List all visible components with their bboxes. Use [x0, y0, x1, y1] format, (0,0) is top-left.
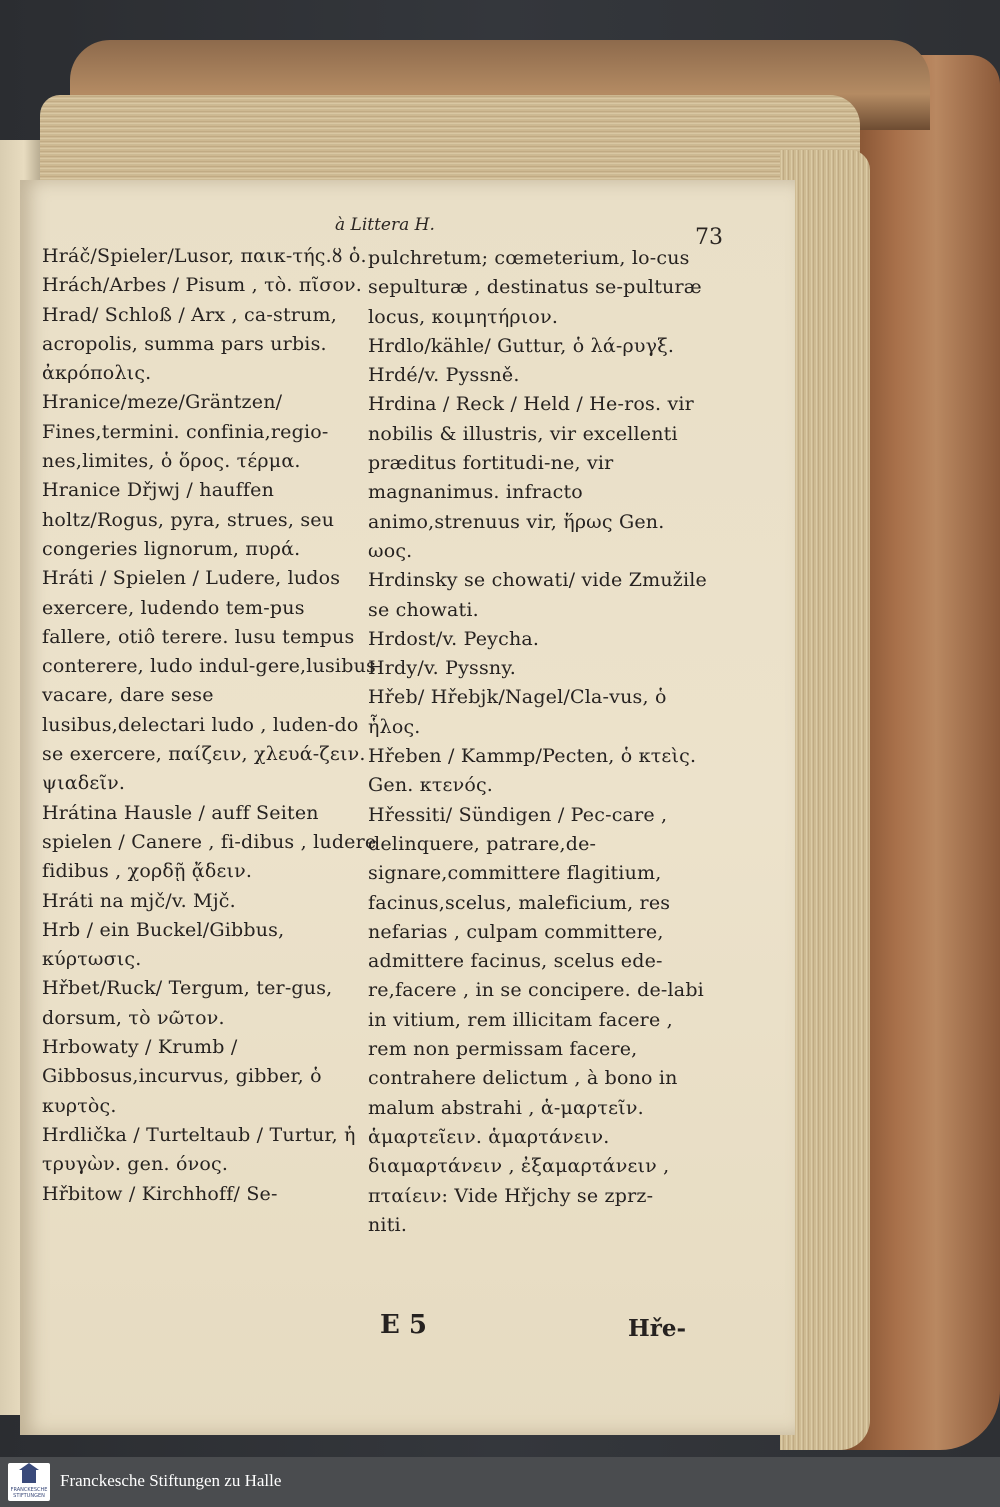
dictionary-entry: pulchretum; cœmeterium, lo-cus sepulturæ , destinatus se-pulturæ locus, κοιμητήριον. — [368, 247, 702, 328]
dictionary-entry: Hřessiti/ Sündigen / Pec-care , delinquere, patrare,de-signare,committere flagitium, facinus,scelus, maleficium, res nefarias , culpam committere, admittere facinus, scelus ede-re,facere , in se concipere. de-labi in vitium, rem illicitam facere , rem non permissam facere, contrahere delictum , à bono in malum abstrahi , ἁ-μαρτεῖν. ἁμαρτεῖειν. ἁμαρτάνειν. διαμαρτάνειν , ἐξαμαρτάνειν , πταίειν: Vide Hřjchy se zprz- — [368, 803, 704, 1207]
signature-mark: E 5 — [380, 1310, 427, 1340]
dictionary-entry: Hrdina / Reck / Held / He-ros. vir nobilis & illustris, vir excellenti præditus fortitudi-ne, vir magnanimus. infracto animo,strenuus vir, ἥρως Gen. ωος. — [368, 393, 694, 562]
dictionary-entry: Hrdlička / Turteltaub / Turtur, ἡ τρυγὼν. gen. όνος. — [42, 1123, 356, 1176]
dictionary-entry: Hřbitow / Kirchhoff/ Se- — [42, 1182, 278, 1205]
dictionary-entry: niti. — [368, 1213, 408, 1236]
dictionary-entry: Hranice Dřjwj / hauffen holtz/Rogus, pyra, strues, seu congeries lignorum, πυρά. — [42, 479, 335, 560]
dictionary-entry: Hrbowaty / Krumb / Gibbosus,incurvus, gibber, ὁ κυρτὸς. — [42, 1036, 322, 1117]
page-edges-top — [40, 95, 860, 185]
footer-bar — [0, 1457, 1000, 1507]
dictionary-entry: Hrdé/v. Pyssně. — [368, 364, 520, 387]
dictionary-entry: Hřbet/Ruck/ Tergum, ter-gus, dorsum, τὸ νῶτον. — [42, 977, 333, 1029]
dictionary-entry: Hřeben / Kammp/Pecten, ὁ κτεὶς. Gen. κτενός. — [368, 745, 697, 797]
institution-name: Franckesche Stiftungen zu Halle — [60, 1471, 282, 1490]
dictionary-entry: Hráč/Spieler/Lusor, παικ-τής.ȣ ὁ. — [42, 245, 367, 267]
dictionary-entry: Hrad/ Schloß / Arx , ca-strum, acropolis, summa pars urbis. ἀκρόπολις. — [42, 303, 337, 385]
dictionary-entry: Hrb / ein Buckel/Gibbus, κύρτωσις. — [42, 918, 285, 971]
running-head: à Littera H. — [335, 215, 435, 235]
dictionary-entry: Hráti na mjč/v. Mjč. — [42, 889, 236, 912]
catchword: Hře- — [628, 1315, 687, 1342]
dictionary-entry: Hrátina Hausle / auff Seiten spielen / Canere , fi-dibus , ludere fidibus , χορδῇ ᾄδειν. — [42, 801, 377, 883]
dictionary-entry: Hrdost/v. Peycha. — [368, 627, 540, 650]
dictionary-entry: Hrdy/v. Pyssny. — [368, 657, 517, 680]
dictionary-entry: Hráti / Spielen / Ludere, ludos exercere, ludendo tem-pus fallere, otiô terere. lusu tempus conterere, ludo indul-gere,lusibus vacare, dare sese lusibus,delectari ludo , luden-do se exercere, παίζειν, χλευά-ζειν. ψιαδεῖν. — [42, 567, 376, 795]
page-number: 73 — [695, 225, 723, 250]
institution-logo — [8, 1463, 50, 1501]
right-column — [368, 244, 713, 1240]
dictionary-entry: Hrdinsky se chowati/ vide Zmužile se chowati. — [368, 569, 707, 621]
dictionary-entry: Hranice/meze/Gräntzen/ Fines,termini. confinia,regio-nes,limites, ὁ ὅρος. τέρμα. — [42, 391, 329, 473]
left-column — [42, 242, 380, 1209]
logo-caption: FRANCKESCHE STIFTUNGEN — [10, 1487, 48, 1499]
dictionary-entry: Hřeb/ Hřebjk/Nagel/Cla-vus, ὁ ἧλος. — [368, 686, 667, 738]
dictionary-entry: Hrdlo/kählе/ Guttur, ὁ λά-ρυγξ. — [368, 334, 675, 357]
dictionary-entry: Hrách/Arbes / Pisum , τὸ. πῖσον. — [42, 274, 363, 297]
logo-building-icon — [22, 1469, 36, 1483]
